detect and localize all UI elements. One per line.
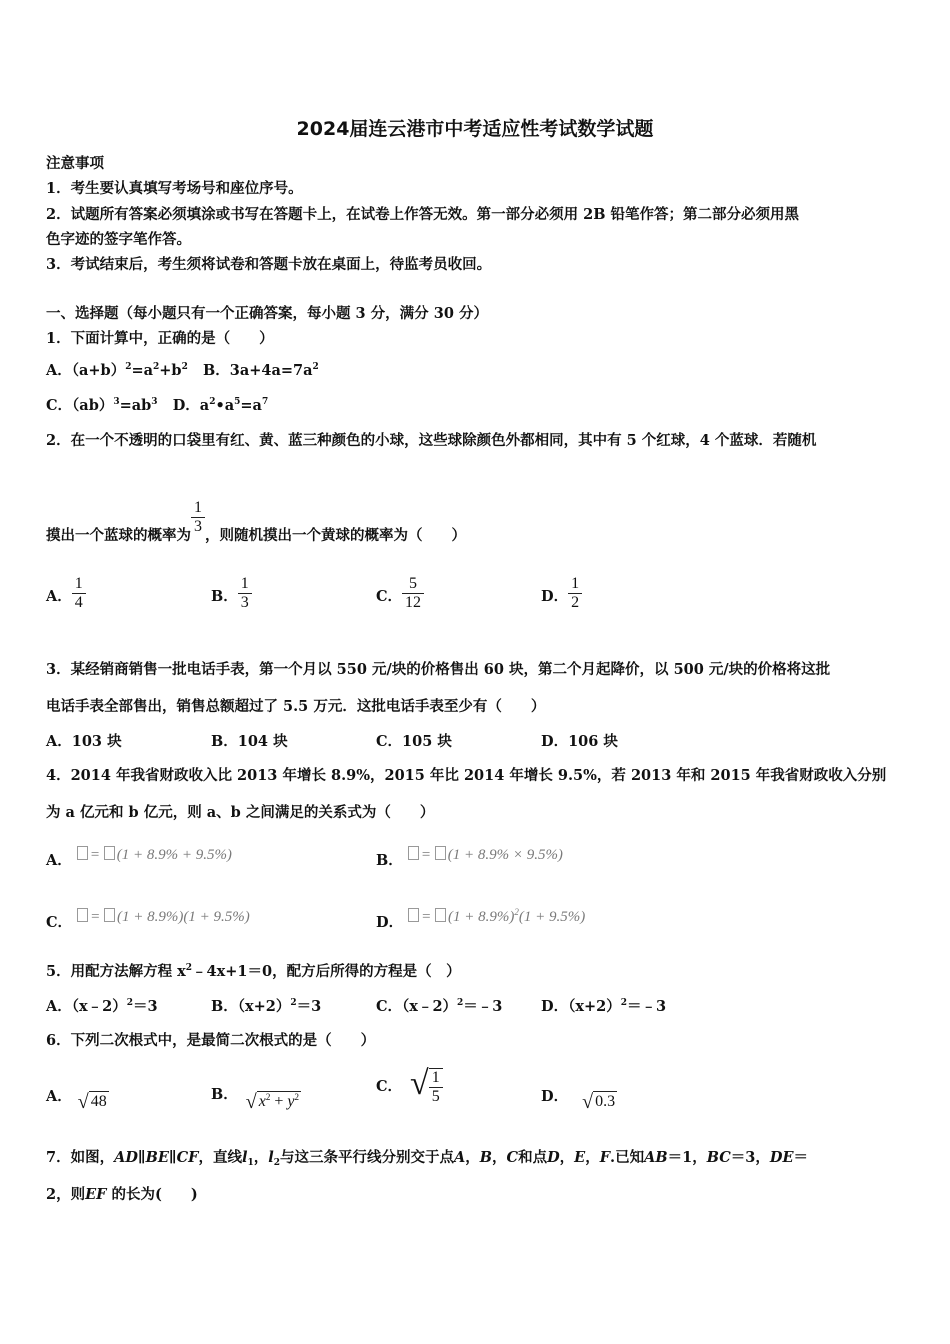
q1-option-b-label: B． (203, 362, 230, 379)
notice-item-3: 3．考试结束后，考生须将试卷和答题卡放在桌面上，待监考员收回。 (46, 256, 492, 273)
q6-option-d-label: D． (541, 1088, 569, 1105)
q2-line1: 2．在一个不透明的口袋里有红、黄、蓝三种颜色的小球，这些球除颜色外都相同，其中有 5 个红球，4 个蓝球．若随机 (46, 432, 817, 449)
q2-option-d-num: 1 (571, 575, 580, 592)
q2-option-b (211, 575, 252, 612)
q2-option-a (46, 575, 86, 612)
q4-line2: 为 a 亿元和 b 亿元，则 a、b 之间满足的关系式为（ ） (46, 804, 435, 821)
q7-text-6: .已知 (610, 1149, 645, 1166)
q7-ad: AD (114, 1149, 138, 1166)
q4-option-d-expr1: (1 + 8.9%) (448, 909, 515, 925)
q6-option-b: B． √ $x^2 + y^2$ (211, 1083, 301, 1112)
q4-option-c-label: C． (46, 914, 73, 931)
page-title: 2024届连云港市中考适应性考试数学试题 (296, 118, 654, 140)
q2-line2-b: ，则随机摸出一个黄球的概率为（ ） (205, 527, 466, 544)
q7-point-e: E (574, 1149, 586, 1166)
q7-point-d: D (547, 1149, 560, 1166)
q7-line2-b: 的长为( ) (106, 1186, 198, 1203)
q1-option-a-label: A． (46, 362, 72, 379)
notice-item-1: 1．考生要认真填写考场号和座位序号。 (46, 180, 303, 197)
q5-option-a: A．（x﹣2）$^2$＝3 (46, 998, 158, 1015)
q2-option-c-den: 12 (405, 594, 422, 611)
q6-option-d: D． √ 0.3 (541, 1085, 617, 1112)
q3-option-b: B．104 块 (211, 733, 288, 750)
q7-point-b: B (479, 1149, 493, 1166)
q3-option-a: A．103 块 (46, 733, 122, 750)
q5-option-c-text1: （x﹣2） (402, 998, 458, 1015)
q3-option-d: D．106 块 (541, 733, 618, 750)
q1-options-row2: C．$(ab)^3=ab^3$ D．$a^2•a^5=a^7$ (46, 397, 269, 414)
q1-option-d-text: a (199, 397, 210, 414)
q7-l2: l (268, 1149, 274, 1166)
q7-text-2: ，直线 (198, 1149, 242, 1166)
q4-option-c: C． = (1 + 8.9%)(1 + 9.5%) (46, 909, 250, 931)
q6-option-a-label: A． (46, 1088, 72, 1105)
q5-option-c: C．（x﹣2）$^2$＝﹣3 (376, 998, 503, 1015)
notice-heading: 注意事项 (46, 155, 104, 172)
q6-option-c-den: 5 (431, 1088, 440, 1105)
q6-option-a: A． √ 48 (46, 1085, 109, 1112)
q5-option-b-text2: ＝3 (296, 998, 322, 1015)
section-heading: 一、选择题（每小题只有一个正确答案，每小题 3 分，满分 30 分） (46, 305, 488, 322)
q6-stem: 6．下列二次根式中，是最简二次根式的是（ ） (46, 1032, 376, 1049)
q5-option-a-label: A． (46, 998, 72, 1015)
q7-point-c: C (506, 1149, 519, 1166)
q7-cf: CF (176, 1149, 199, 1166)
q2-option-b-num: 1 (240, 575, 249, 592)
q6-option-d-radicand: 0.3 (595, 1093, 616, 1110)
q2-option-a-label: A． (46, 588, 72, 605)
q6-option-c-num: 1 (431, 1069, 440, 1086)
q7-point-f: F (599, 1149, 611, 1166)
q2-option-b-label: B． (211, 588, 238, 605)
q7-line1: 7．如图，AD∥BE∥CF，直线$l_1$，$l_2$与这三条平行线分别交于点A，B，C和点D，E，F.已知AB＝1，BC＝3，DE＝ (46, 1149, 809, 1168)
q1-option-c-text: （ab） (72, 397, 114, 414)
q7-text-1: 7．如图， (46, 1149, 115, 1166)
q5-option-a-text1: （x﹣2） (71, 998, 127, 1015)
q7-de: DE (769, 1149, 794, 1166)
q7-text-5: 和点 (518, 1149, 548, 1166)
q5-option-d: D．$(x+2)^2=﹣3$ (541, 998, 667, 1015)
q5-stem-a: 5．用配方法解方程 x (46, 963, 186, 980)
q7-l1: l (241, 1149, 248, 1166)
q2-fraction-num: 1 (194, 499, 202, 516)
notice-item-2-cont: 色字迹的签字笔作答。 (46, 231, 191, 248)
q5-option-d-label: D． (541, 998, 569, 1015)
q4-option-b-label: B． (376, 852, 403, 869)
q5-option-b: B．$(x+2)^2=3$ (211, 998, 322, 1015)
q2-option-c-num: 5 (409, 575, 418, 592)
q6-option-a-radicand: 48 (90, 1093, 107, 1110)
q4-option-b-expr: (1 + 8.9% × 9.5%) (447, 847, 563, 863)
q4-option-b: B． = (1 + 8.9% × 9.5%) (376, 847, 563, 869)
q5-stem-b: ﹣4x+1＝0，配方后所得的方程是（ ） (192, 963, 461, 980)
q1-option-c-label: C． (46, 397, 73, 414)
q2-fraction-den: 3 (194, 518, 202, 535)
q6-option-c-label: C． (376, 1078, 403, 1095)
q5-option-b-text1: （x+2） (237, 998, 291, 1015)
q7-point-a: A (454, 1149, 466, 1166)
q4-option-d: D． = $(1 + 8.9\%)^2(1 + 9.5\%)$ (376, 907, 586, 931)
q5-stem: 5．用配方法解方程 $x^2﹣4x+1=0$，配方后所得的方程是（ ） (46, 963, 461, 980)
q2-option-a-num: 1 (74, 575, 83, 592)
q2-option-d-label: D． (541, 588, 569, 605)
q4-option-d-expr2: (1 + 9.5%) (518, 909, 586, 925)
q7-text-3: ， (253, 1149, 269, 1166)
q3-line1: 3．某经销商销售一批电话手表，第一个月以 550 元/块的价格售出 60 块，第二个月起降价，以 500 元/块的价格将这批 (46, 661, 831, 678)
q7-text-8: ＝3， (730, 1149, 770, 1166)
q2-option-c (376, 575, 424, 612)
q4-option-a-label: A． (46, 852, 72, 869)
q1-options-row1: A．$(a+b)^2=a^2+b^2$ B．$3a+4a=7a^2$ (46, 362, 319, 379)
q2-fraction (191, 499, 205, 536)
q7-ab: AB (644, 1149, 668, 1166)
q2-line2 (46, 490, 466, 545)
q1-option-b-text: 3a+4a=7a (229, 362, 313, 379)
q6-option-c: C． √ $\frac{1}{5}$ (376, 1062, 443, 1106)
q3-line2: 电话手表全部售出，销售总额超过了 5.5 万元．这批电话手表至少有（ ） (46, 698, 546, 715)
q5-option-c-text2: ＝﹣3 (463, 998, 503, 1015)
q7-text-4: 与这三条平行线分别交于点 (280, 1149, 455, 1166)
q5-option-c-label: C． (376, 998, 403, 1015)
q5-option-d-text2: ＝﹣3 (626, 998, 667, 1015)
q1-stem: 1．下面计算中，正确的是（ ） (46, 330, 274, 347)
q7-be: BE (145, 1149, 169, 1166)
q3-option-c: C．105 块 (376, 733, 452, 750)
notice-item-2: 2．试题所有答案必须填涂或书写在答题卡上，在试卷上作答无效。第一部分必须用 2B 铅笔作答；第二部分必须用黑 (46, 206, 800, 223)
q2-option-d-den: 2 (571, 594, 580, 611)
q7-text-9: ＝ (793, 1149, 809, 1166)
q5-option-a-text2: ＝3 (133, 998, 158, 1015)
q4-option-a: A． = (1 + 8.9% + 9.5%) (46, 847, 232, 869)
q5-option-b-label: B． (211, 998, 238, 1015)
q1-option-d-label: D． (172, 397, 200, 414)
q7-line2-a: 2，则 (46, 1186, 86, 1203)
q2-option-c-label: C． (376, 588, 403, 605)
q4-option-c-expr: (1 + 8.9%)(1 + 9.5%) (116, 909, 250, 925)
q4-option-d-label: D． (376, 914, 404, 931)
q7-bc: BC (706, 1149, 731, 1166)
q2-option-b-den: 3 (240, 594, 249, 611)
q2-option-d (541, 575, 582, 612)
q5-option-d-text1: （x+2） (568, 998, 621, 1015)
q7-line2 (46, 1183, 198, 1204)
q2-line2-a: 摸出一个蓝球的概率为 (46, 527, 191, 544)
q4-option-a-expr: (1 + 8.9% + 9.5%) (116, 847, 232, 863)
q2-option-a-den: 4 (74, 594, 83, 611)
q6-option-b-label: B． (211, 1086, 238, 1103)
q7-text-7: ＝1， (667, 1149, 707, 1166)
q1-option-a-text: （a+b） (71, 362, 126, 379)
q7-ef: EF (85, 1186, 107, 1203)
q4-line1: 4．2014 年我省财政收入比 2013 年增长 8.9%，2015 年比 2014 年增长 9.5%，若 2013 年和 2015 年我省财政收入分别 (46, 767, 887, 784)
